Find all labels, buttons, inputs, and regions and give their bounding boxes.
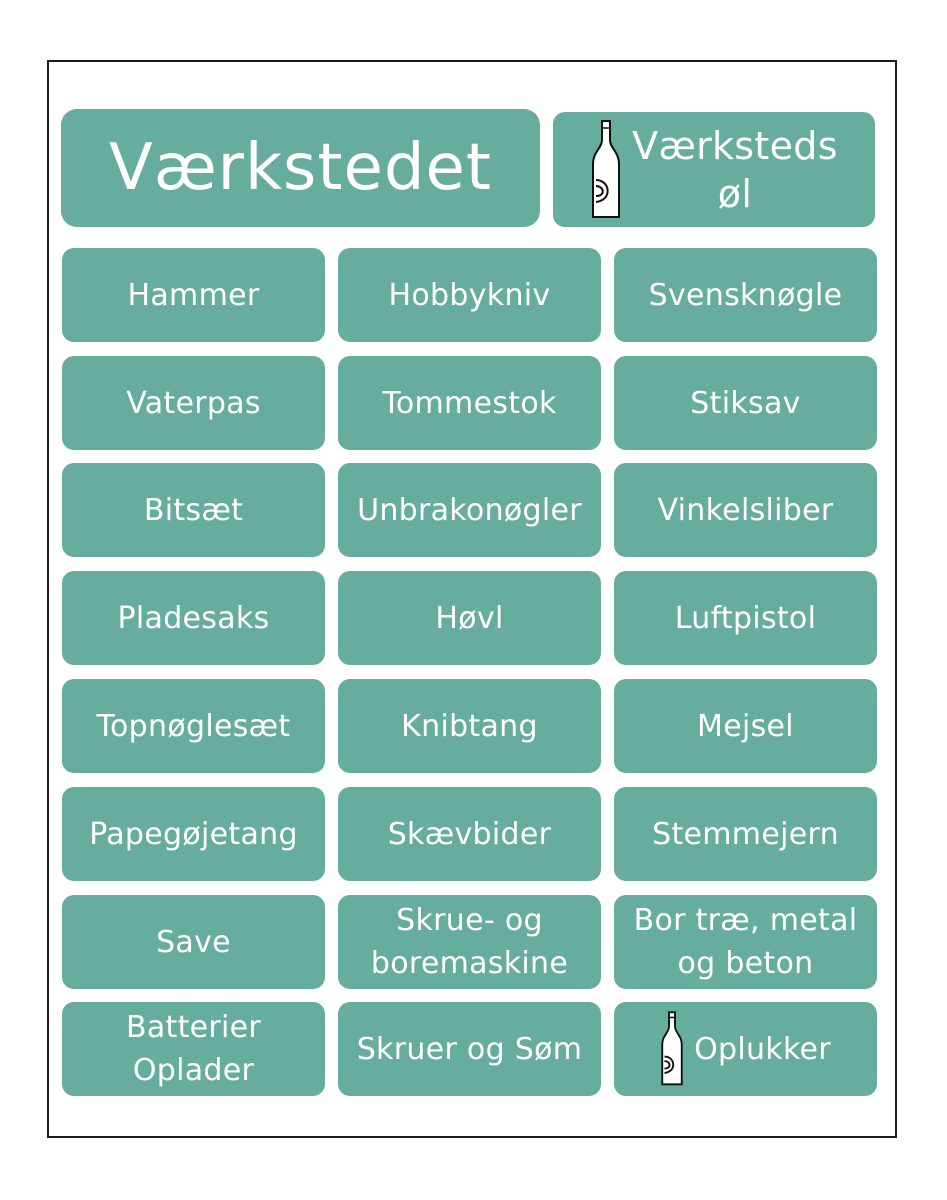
tile-label: Skrue- og boremaskine <box>370 903 569 981</box>
tile-label: Pladesaks <box>117 600 270 636</box>
bottle-icon <box>590 118 622 222</box>
title-tile <box>61 109 540 227</box>
tile-label: Stiksav <box>690 385 801 421</box>
tile-label: Oplukker <box>694 1031 831 1067</box>
tile-oplukker[interactable] <box>614 1002 877 1096</box>
tile-label: Topnøglesæt <box>96 708 291 744</box>
tile-topnoglesaet[interactable] <box>62 679 325 773</box>
tile-label: Unbrakonøgler <box>357 492 582 528</box>
tile-svensknogle[interactable] <box>614 248 877 342</box>
tile-label: Bor træ, metal og beton <box>633 903 858 981</box>
tile-vaterpas[interactable] <box>62 356 325 450</box>
tile-pladesaks[interactable] <box>62 571 325 665</box>
tile-skaevbider[interactable] <box>338 787 601 881</box>
tile-label: Knibtang <box>401 708 538 744</box>
tile-label: Høvl <box>435 600 504 636</box>
tile-papegojetang[interactable] <box>62 787 325 881</box>
tile-label: Svensknøgle <box>648 277 843 313</box>
page-title: Værkstedet <box>109 131 492 205</box>
tile-label: Hammer <box>127 277 260 313</box>
tile-stemmejern[interactable] <box>614 787 877 881</box>
tile-label: Save <box>156 924 231 960</box>
tile-hobbykniv[interactable] <box>338 248 601 342</box>
tile-vaerksteds-ol[interactable] <box>553 112 875 227</box>
tile-vinkelsliber[interactable] <box>614 463 877 557</box>
tile-hovl[interactable] <box>338 571 601 665</box>
tile-bor-trae-metal-og-beton[interactable] <box>614 895 877 989</box>
tile-label: Skævbider <box>387 816 552 852</box>
tile-label: Tommestok <box>382 385 557 421</box>
tile-label: Hobbykniv <box>388 277 551 313</box>
tile-label: Skruer og Søm <box>356 1031 583 1067</box>
tile-label: Stemmejern <box>652 816 839 852</box>
tile-label: Vinkelsliber <box>657 492 834 528</box>
tile-label: Papegøjetang <box>89 816 298 852</box>
tile-skruer-og-som[interactable] <box>338 1002 601 1096</box>
tile-bitsaet[interactable] <box>62 463 325 557</box>
tile-label: Værksteds øl <box>632 123 838 216</box>
tile-unbrakonogler[interactable] <box>338 463 601 557</box>
tile-label: Batterier Oplader <box>125 1010 262 1088</box>
tile-hammer[interactable] <box>62 248 325 342</box>
tile-label: Luftpistol <box>674 600 817 636</box>
tile-label: Bitsæt <box>143 492 244 528</box>
tile-stiksav[interactable] <box>614 356 877 450</box>
tile-save[interactable] <box>62 895 325 989</box>
tile-batterier-oplader[interactable] <box>62 1002 325 1096</box>
tile-label: Vaterpas <box>126 385 261 421</box>
bottle-icon <box>660 1008 684 1090</box>
tile-mejsel[interactable] <box>614 679 877 773</box>
tile-luftpistol[interactable] <box>614 571 877 665</box>
tile-skrue-og-boremaskine[interactable] <box>338 895 601 989</box>
tile-label: Mejsel <box>697 708 794 744</box>
tile-knibtang[interactable] <box>338 679 601 773</box>
tile-tommestok[interactable] <box>338 356 601 450</box>
